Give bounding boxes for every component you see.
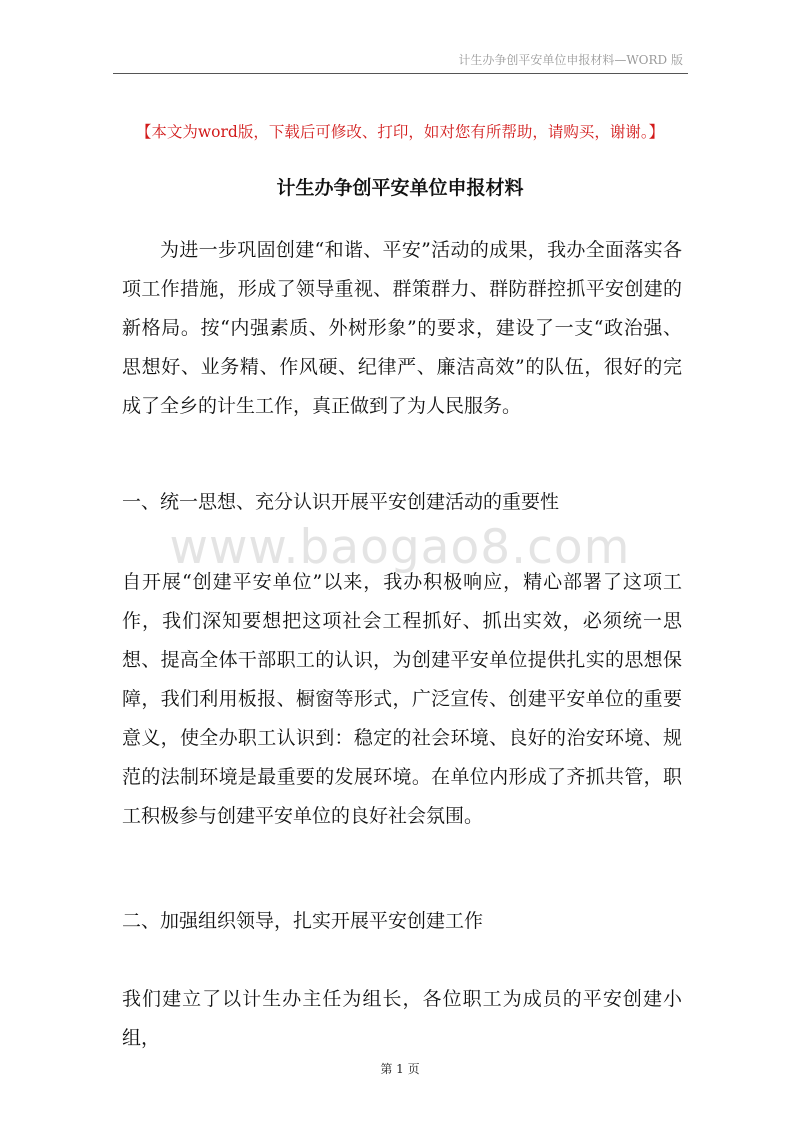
section-1-heading: 一、统一思想、充分认识开展平安创建活动的重要性 bbox=[122, 491, 560, 513]
intro-paragraph: 为进一步巩固创建“和谐、平安”活动的成果，我办全面落实各项工作措施，形成了领导重视、群策群力、群防群控抓平安创建的新格局。按“内强素质、外树形象”的要求，建设了一支“政治强、思想好、业务精、作风硬、纪律严、廉洁高效”的队伍，很好的完成了全乡的计生工作，真正做到了为人民服务。 bbox=[122, 239, 682, 417]
watermark: www.baogao8.com bbox=[169, 520, 631, 575]
running-header: 计生办争创平安单位申报材料—WORD 版 bbox=[458, 53, 683, 67]
section-2-paragraph: 我们建立了以计生办主任为组长，各位职工为成员的平安创建小组， bbox=[122, 988, 682, 1049]
page-number: 第 1 页 bbox=[380, 1062, 420, 1076]
header-divider bbox=[113, 73, 688, 74]
section-1-paragraph: 自开展“创建平安单位”以来，我办积极响应，精心部署了这项工作，我们深知要想把这项社会工程抓好、抓出实效，必须统一思想、提高全体干部职工的认识，为创建平安单位提供扎实的思想保障，我们利用板报、橱窗等形式，广泛宣传、创建平安单位的重要意义，使全办职工认识到：稳定的社会环境、良好的治安环境、规范的法制环境是最重要的发展环境。在单位内形成了齐抓共管，职工积极参与创建平安单位的良好社会氛围。 bbox=[122, 571, 682, 827]
section-2-heading: 二、加强组织领导，扎实开展平安创建工作 bbox=[122, 910, 484, 932]
purchase-notice: 【本文为word版，下载后可修改、打印，如对您有所帮助，请购买，谢谢。】 bbox=[135, 123, 665, 141]
document-title: 计生办争创平安单位申报材料 bbox=[276, 177, 524, 199]
